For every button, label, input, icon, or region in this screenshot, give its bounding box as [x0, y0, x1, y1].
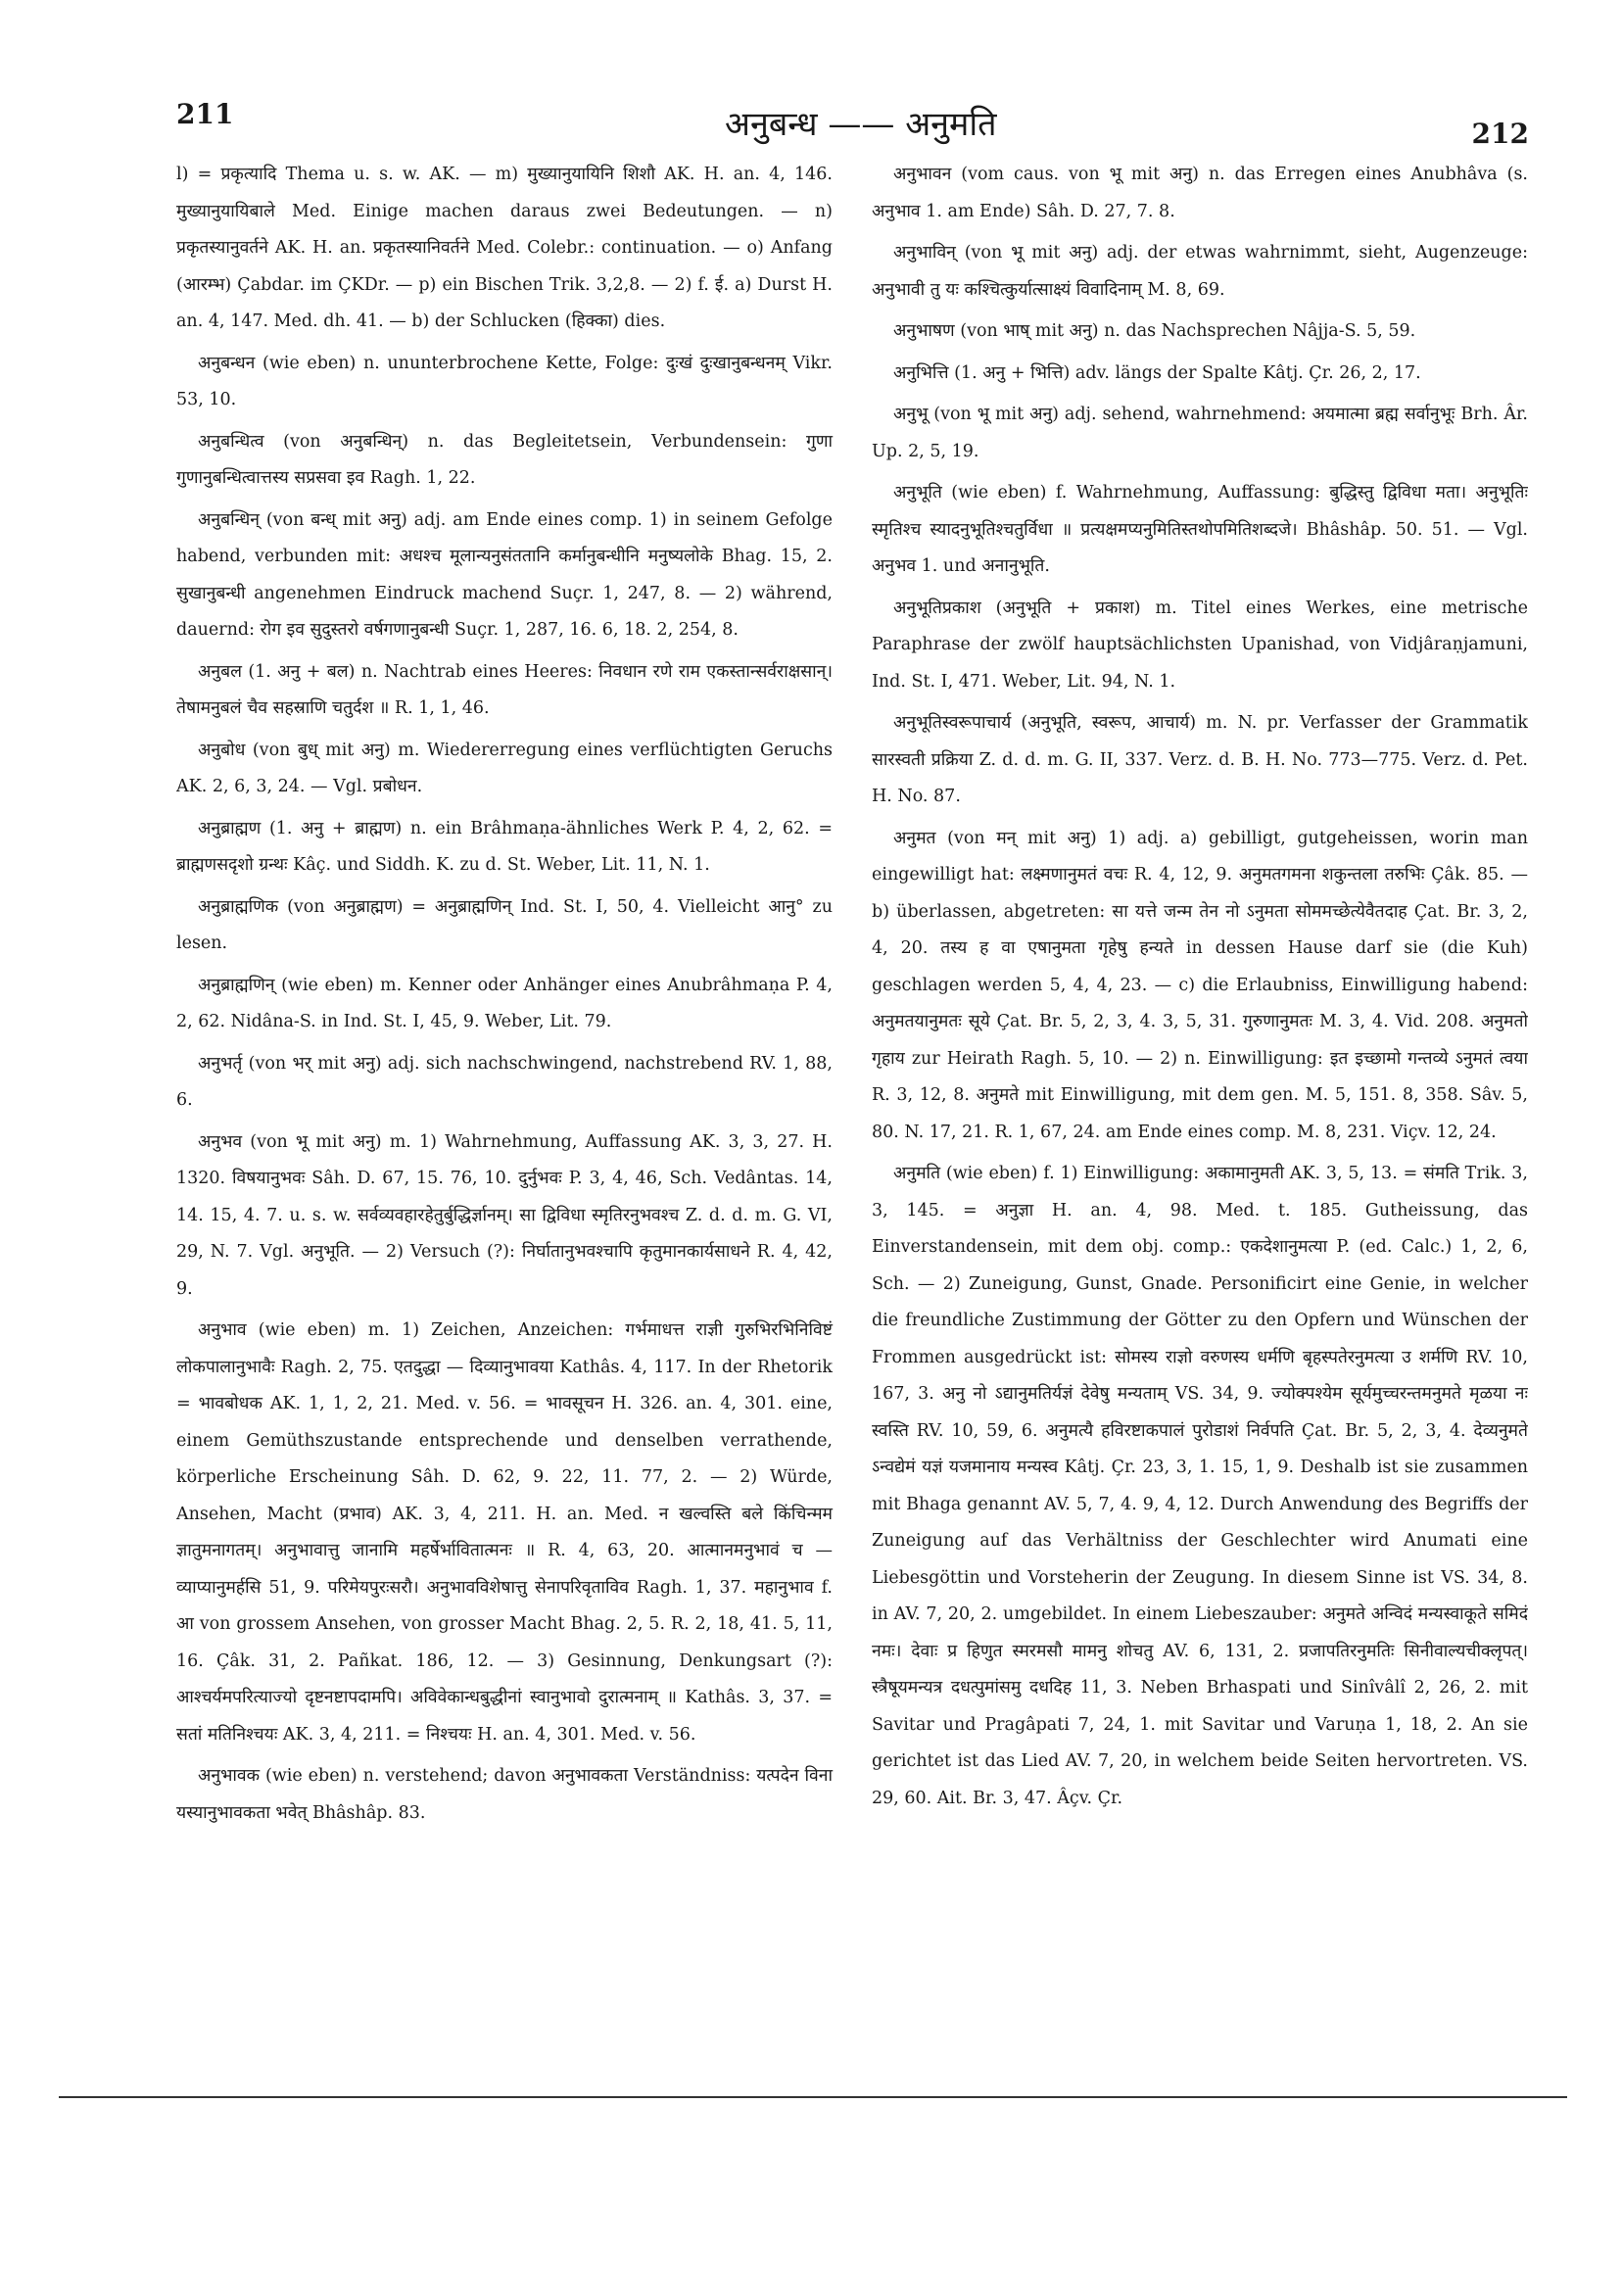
dictionary-entry: अनुभर्तृ (von भर् mit अनु) adj. sich nachschwingend, nachstrebend RV. 1, 88, 6.	[176, 1053, 833, 1110]
dictionary-entry: अनुबन्धन (wie eben) n. ununterbrochene Kette, Folge: दुःखं दुःखानुबन्धनम् Vikr. 53, 10.	[176, 353, 833, 409]
left-column	[176, 157, 833, 1837]
dictionary-entry: अनुभूतिस्वरूपाचार्य (अनुभूति, स्वरूप, आचार्य) m. N. pr. Verfasser der Grammatik सारस्वती प्रक्रिया Z. d. d. m. G. II, 337. Verz. d. B. H. No. 773—775. Verz. d. Pet. H. No. 87.	[872, 713, 1528, 806]
footer-rule	[59, 2096, 1567, 2098]
dictionary-entry: अनुभाव (wie eben) m. 1) Zeichen, Anzeichen: गर्भमाधत्त राज्ञी गुरुभिरभिनिविष्टं लोकपालानुभावैः Ragh. 2, 75. एतदुद्धा — दिव्यानुभावया Kathâs. 4, 117. In der Rhetorik = भावबोधक AK. 1, 1, 2, 21. Med. v. 56. = भावसूचन H. 326. an. 4, 301. eine, einem Gemüthszustande entsprechende und denselben verrathende, körperliche Erscheinung Sâh. D. 62, 9. 22, 11. 77, 2. — 2) Würde, Ansehen, Macht (प्रभाव) AK. 3, 4, 211. H. an. Med. न खल्वस्ति बले किंचिन्मम ज्ञातुमनागतम्। अनुभावात्तु जानामि महर्षेर्भावितात्मनः ॥ R. 4, 63, 20. आत्मानमनुभावं च — व्याप्यानुमर्हसि 51, 9. परिमेयपुरःसरौ। अनुभावविशेषात्तु सेनापरिवृताविव Ragh. 1, 37. महानुभाव f. आ von grossem Ansehen, von grosser Macht Bhag. 2, 5. R. 2, 18, 41. 5, 11, 16. Çâk. 31, 2. Pañkat. 186, 12. — 3) Gesinnung, Denkungsart (?): आश्चर्यमपरित्याज्यो दृष्टनष्टापदामपि। अविवेकान्धबुद्धीनां स्वानुभावो दुरात्मनाम् ॥ Kathâs. 3, 37. = सतां मतिनिश्चयः AK. 3, 4, 211. = निश्चयः H. an. 4, 301. Med. v. 56.	[176, 1320, 833, 1745]
dictionary-entry: अनुभावक (wie eben) n. verstehend; davon अनुभावकता Verständniss: यत्पदेन विना यस्यानुभावकता भवेत् Bhâshâp. 83.	[176, 1766, 833, 1823]
dictionary-entry: अनुभव (von भू mit अनु) m. 1) Wahrnehmung, Auffassung AK. 3, 3, 27. H. 1320. विषयानुभवः Sâh. D. 67, 15. 76, 10. दुर्नुभवः P. 3, 4, 46, Sch. Vedântas. 14, 14. 15, 4. 7. u. s. w. सर्वव्यवहारहेतुर्बुद्धिर्ज्ञानम्। सा द्विविधा स्मृतिरनुभवश्च Z. d. d. m. G. VI, 29, N. 7. Vgl. अनुभूति. — 2) Versuch (?): निर्घातानुभवश्चापि कृतुमानकार्यसाधने R. 4, 42, 9.	[176, 1131, 833, 1299]
text-columns	[176, 157, 1528, 1939]
dictionary-entry: अनुभू (von भू mit अनु) adj. sehend, wahrnehmend: अयमात्मा ब्रह्म सर्वानुभूः Brh. Âr. Up. 2, 5, 19.	[872, 405, 1528, 461]
dictionary-entry: अनुबल (1. अनु + बल) n. Nachtrab eines Heeres: निवधान रणे राम एकस्तान्सर्वराक्षसान्। तेषामनुबलं चैव सहस्राणि चतुर्दश ॥ R. 1, 1, 46.	[176, 661, 833, 718]
page-number-left: 211	[176, 98, 234, 130]
dictionary-entry: अनुब्राह्मणिन् (wie eben) m. Kenner oder Anhänger eines Anubrâhmaṇa P. 4, 2, 62. Nidâna-S. in Ind. St. I, 45, 9. Weber, Lit. 79.	[176, 975, 833, 1031]
dictionary-entry: अनुमत (von मन् mit अनु) 1) adj. a) gebilligt, gutgeheissen, worin man eingewilligt hat: लक्ष्मणानुमतं वचः R. 4, 12, 9. अनुमतगमना शकुन्तला तरुभिः Çâk. 85. — b) überlassen, abgetreten: सा यत्ते जन्म तेन नो ऽनुमता सोममच्छेत्येवैतदाह Çat. Br. 3, 2, 4, 20. तस्य ह वा एषानुमता गृहेषु हन्यते in dessen Hause darf sie (die Kuh) geschlagen werden 5, 4, 4, 23. — c) die Erlaubniss, Einwilligung habend: अनुमतयानुमतः सूये Çat. Br. 5, 2, 3, 4. 3, 5, 31. गुरुणानुमतः M. 3, 4. Vid. 208. अनुमतो गृहाय zur Heirath Ragh. 5, 10. — 2) n. Einwilligung: इत इच्छामो गन्तव्ये ऽनुमतं त्वया R. 3, 12, 8. अनुमते mit Einwilligung, mit dem gen. M. 5, 151. 8, 358. Sâv. 5, 80. N. 17, 21. R. 1, 67, 24. am Ende eines comp. M. 8, 231. Viçv. 12, 24.	[872, 828, 1528, 1142]
dictionary-entry: अनुबन्धिन् (von बन्ध् mit अनु) adj. am Ende eines comp. 1) in seinem Gefolge habend, verbunden mit: अधश्च मूलान्यनुसंततानि कर्मानुबन्धीनि मनुष्यलोके Bhag. 15, 2. सुखानुबन्धी angenehmen Eindruck machend Suçr. 1, 247, 8. — 2) während, dauernd: रोग इव सुदुस्तरो वर्षगणानुबन्धी Suçr. 1, 287, 16. 6, 18. 2, 254, 8.	[176, 509, 833, 640]
dictionary-entry: अनुब्राह्मण (1. अनु + ब्राह्मण) n. ein Brâhmaṇa-ähnliches Werk P. 4, 2, 62. = ब्राह्मणसदृशो ग्रन्थः Kâç. und Siddh. K. zu d. St. Weber, Lit. 11, N. 1.	[176, 818, 833, 875]
page-number-right: 212	[1471, 118, 1529, 150]
entry-continuation: l) = प्रकृत्यादि Thema u. s. w. AK. — m) मुख्यानुयायिनि शिशौ AK. H. an. 4, 146. मुख्यानुयायिबाले Med. Einige machen daraus zwei Bedeutungen. — n) प्रकृतस्यानुवर्तने AK. H. an. प्रकृतस्यानिवर्तने Med. Colebr.: continuation. — o) Anfang (आरम्भ) Çabdar. im ÇKDr. — p) ein Bischen Trik. 3,2,8. — 2) f. ई. a) Durst H. an. 4, 147. Med. dh. 41. — b) der Schlucken (हिक्का) dies.	[176, 165, 833, 331]
dictionary-entry: अनुब्राह्मणिक (von अनुब्राह्मण) = अनुब्राह्मणिन् Ind. St. I, 50, 4. Vielleicht आनु° zu lesen.	[176, 896, 833, 953]
dictionary-entry: अनुबोध (von बुध् mit अनु) m. Wiedererregung eines verflüchtigten Geruchs AK. 2, 6, 3, 24. — Vgl. प्रबोधन.	[176, 740, 833, 796]
dictionary-entry: अनुभावन (vom caus. von भू mit अनु) n. das Erregen eines Anubhâva (s. अनुभाव 1. am Ende) Sâh. D. 27, 7. 8.	[872, 165, 1528, 221]
dictionary-entry: अनुभित्ति (1. अनु + भित्ति) adv. längs der Spalte Kâtj. Çr. 26, 2, 17.	[893, 362, 1421, 383]
running-head: अनुबन्ध —— अनुमति	[725, 105, 997, 144]
right-column	[872, 157, 1528, 1822]
dictionary-entry: अनुमति (wie eben) f. 1) Einwilligung: अकामानुमती AK. 3, 5, 13. = संमति Trik. 3, 3, 145. = अनुज्ञा H. an. 4, 98. Med. t. 185. Gutheissung, das Einverstandensein, mit dem obj. comp.: एकदेशानुमत्या P. (ed. Calc.) 1, 2, 6, Sch. — 2) Zuneigung, Gunst, Gnade. Personificirt eine Genie, in welcher die freundliche Zustimmung der Götter zu den Opfern und Wünschen der Frommen ausgedrückt ist: सोमस्य राज्ञो वरुणस्य धर्मणि बृहस्पतेरनुमत्या उ शर्मणि RV. 10, 167, 3. अनु नो ऽद्यानुमतिर्यज्ञं देवेषु मन्यताम् VS. 34, 9. ज्योक्पश्येम सूर्यमुच्चरन्तमनुमते मृळया नः स्वस्ति RV. 10, 59, 6. अनुमत्यै हविरष्टाकपालं पुरोडाशं निर्वपति Çat. Br. 5, 2, 3, 4. देव्यनुमते ऽन्वद्येमं यज्ञं यजमानाय मन्यस्व Kâtj. Çr. 23, 3, 1. 15, 1, 9. Deshalb ist sie zusammen mit Bhaga genannt AV. 5, 7, 4. 9, 4, 12. Durch Anwendung des Begriffs der Zuneigung auf das Verhältniss der Geschlechter wird Anumati eine Liebesgöttin und Vorsteherin der Zeugung. In diesem Sinne ist VS. 34, 8. in AV. 7, 20, 2. umgebildet. In einem Liebeszauber: अनुमते अन्विदं मन्यस्वाकूते समिदं नमः। देवाः प्र हिणुत स्मरमसौ मामनु शोचतु AV. 6, 131, 2. प्रजापतिरनुमतिः सिनीवाल्यचीक्लृपत्। स्त्रैषूयमन्यत्र दधत्पुमांसमु दधदिह 11, 3. Neben Brhaspati und Sinîvâlî 2, 26, 2. mit Savitar und Pragâpati 7, 24, 1. mit Savitar und Varuṇa 1, 18, 2. An sie gerichtet ist das Lied AV. 7, 20, in welchem beide Seiten hervortreten. VS. 29, 60. Ait. Br. 3, 47. Âçv. Çr.	[872, 1164, 1528, 1808]
dictionary-entry: अनुभूति (wie eben) f. Wahrnehmung, Auffassung: बुद्धिस्तु द्विविधा मता। अनुभूतिः स्मृतिश्च स्यादनुभूतिश्चतुर्विधा ॥ प्रत्यक्षमप्यनुमितिस्तथोपमितिशब्दजे। Bhâshâp. 50. 51. — Vgl. अनुभव 1. und अनानुभूति.	[872, 483, 1528, 576]
dictionary-entry: अनुबन्धित्व (von अनुबन्धिन्) n. das Begleitetsein, Verbundensein: गुणा गुणानुबन्धित्वात्तस्य सप्रसवा इव Ragh. 1, 22.	[176, 431, 833, 488]
dictionary-entry: अनुभाविन् (von भू mit अनु) adj. der etwas wahrnimmt, sieht, Augenzeuge: अनुभावी तु यः कश्चित्कुर्यात्साक्ष्यं विवादिनाम् M. 8, 69.	[872, 243, 1528, 300]
dictionary-entry: अनुभाषण (von भाष् mit अनु) n. das Nachsprechen Nâjja-S. 5, 59.	[893, 321, 1416, 341]
page-header	[0, 94, 1622, 153]
dictionary-entry: अनुभूतिप्रकाश (अनुभूति + प्रकाश) m. Titel eines Werkes, eine metrische Paraphrase der zwölf hauptsächlichsten Upanishad, von Vidjâraṇjamuni, Ind. St. I, 471. Weber, Lit. 94, N. 1.	[872, 598, 1528, 692]
